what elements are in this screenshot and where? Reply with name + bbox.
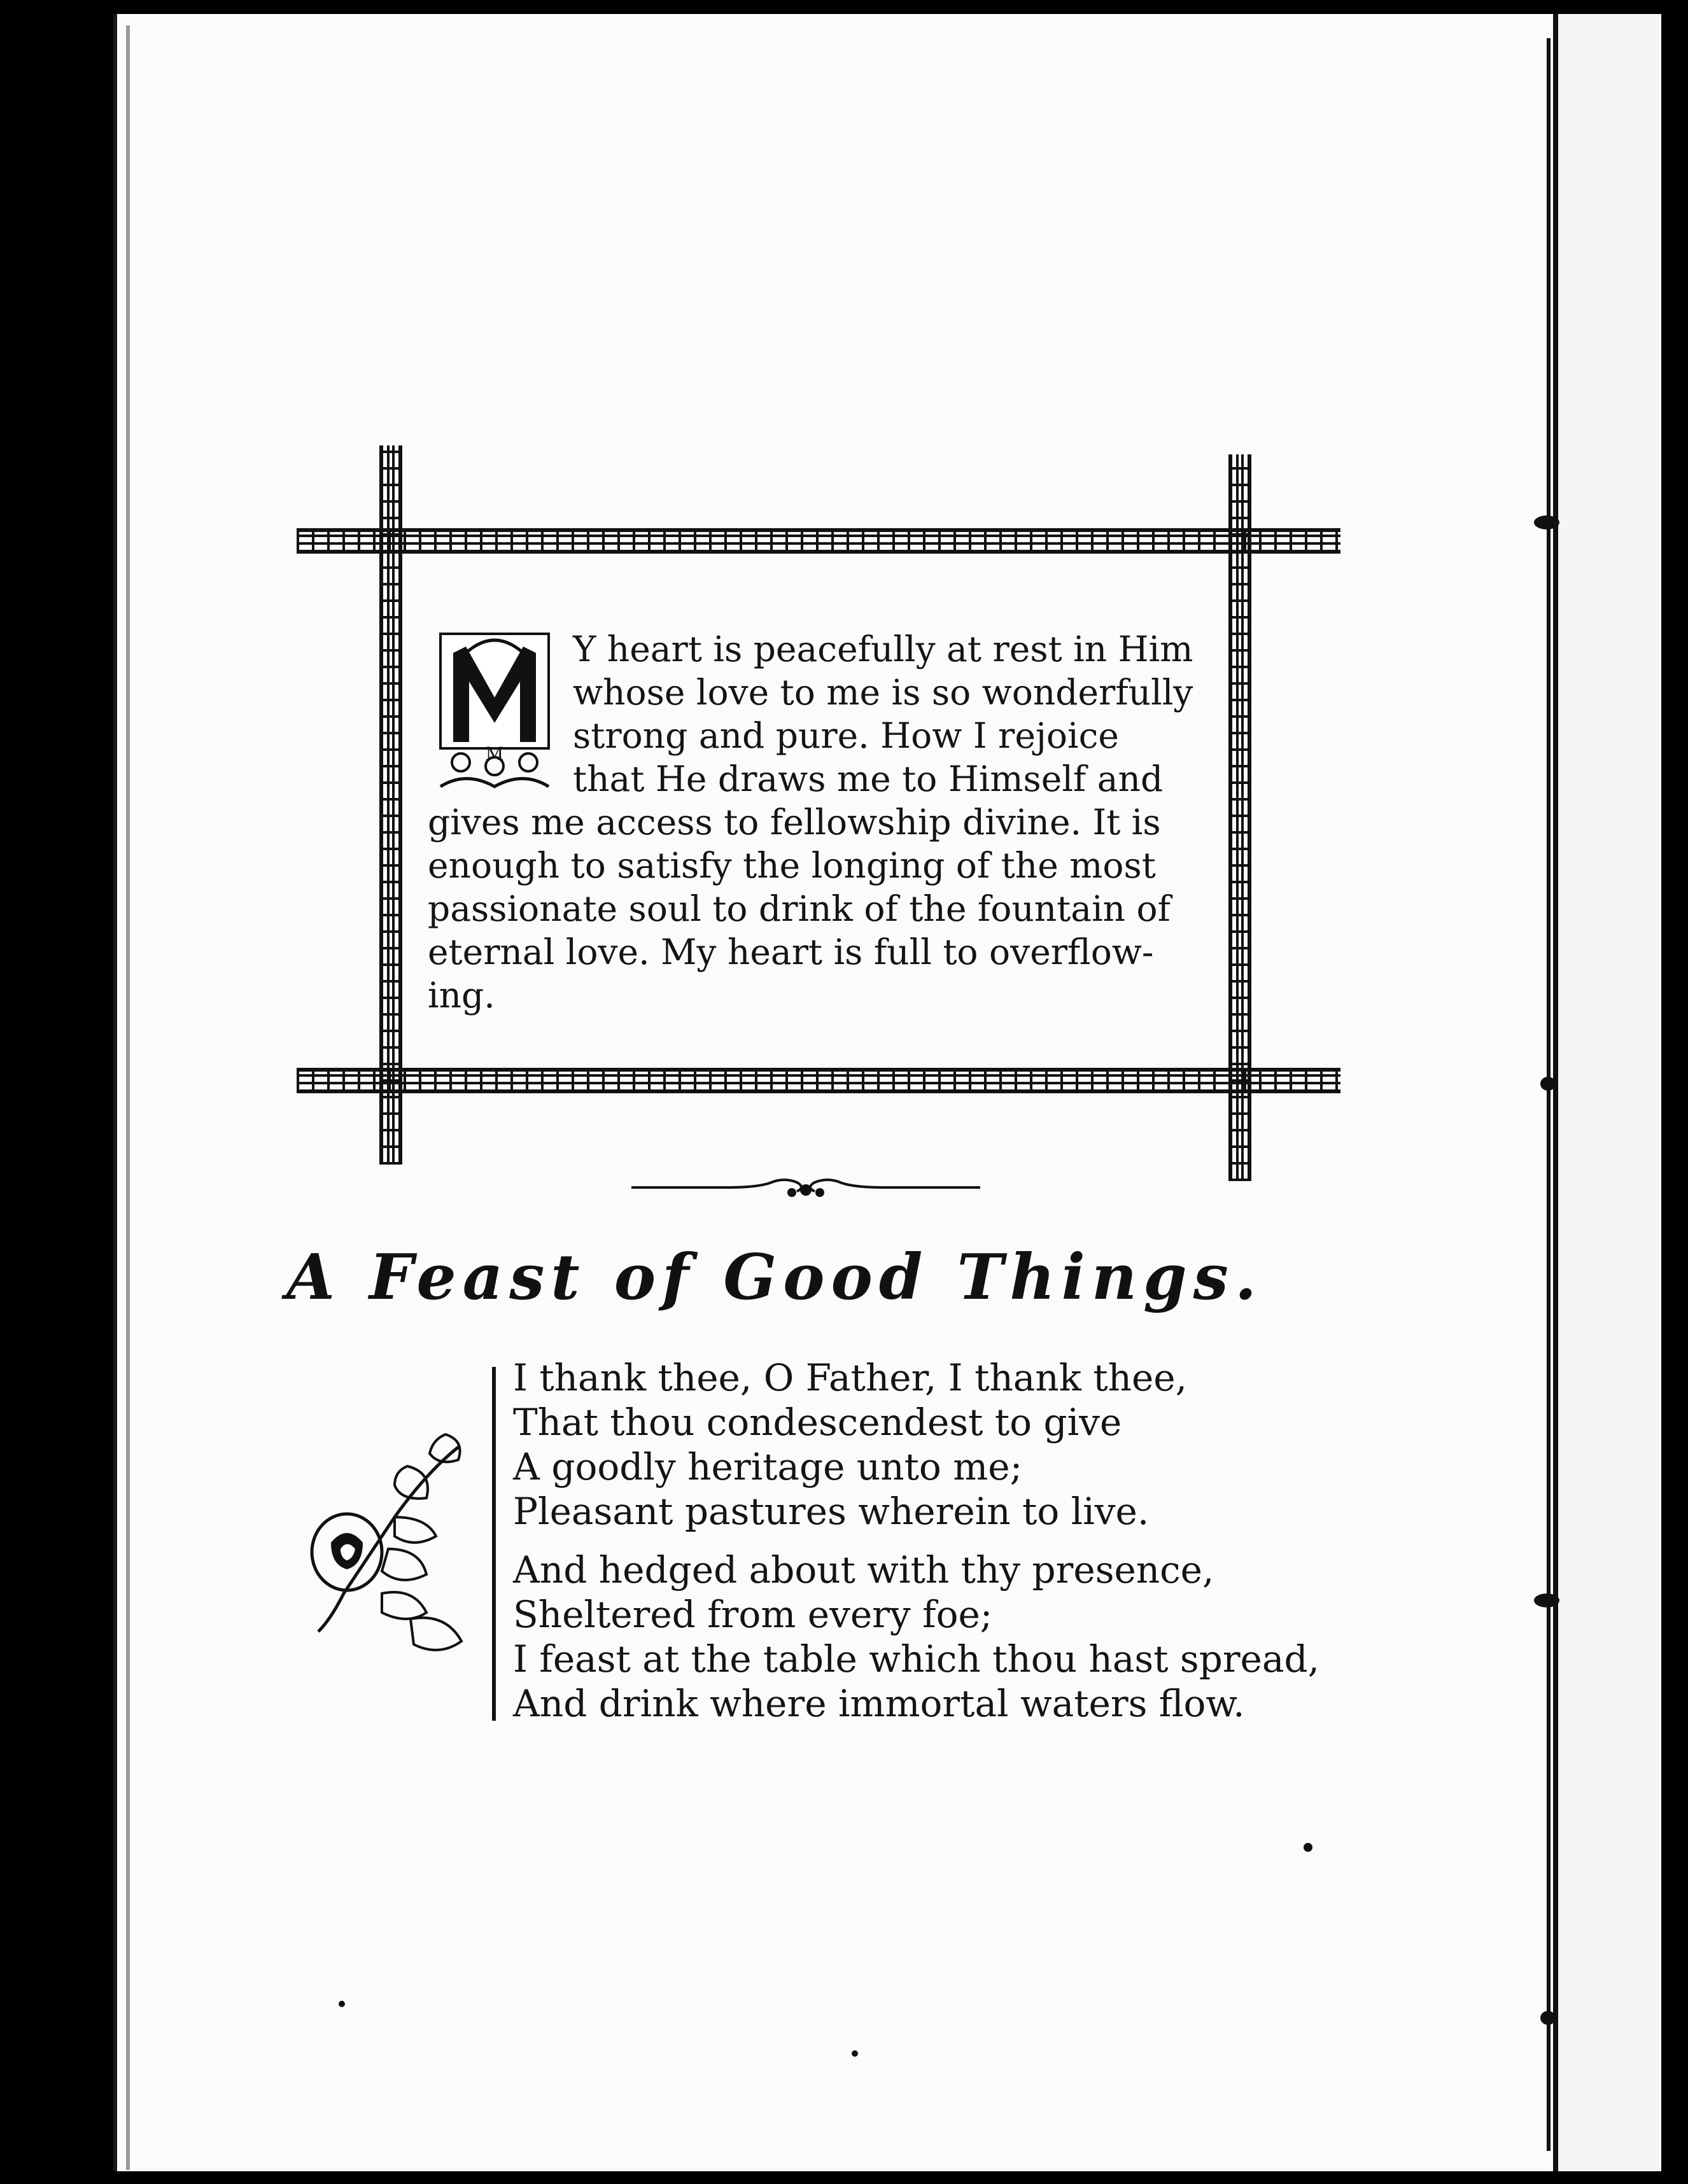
poem-line: And drink where immortal waters flow. [513, 1682, 1245, 1725]
stanza-gap [513, 1534, 1340, 1548]
poem-line: Pleasant pastures wherein to live. [513, 1490, 1150, 1533]
rose-engraving-icon [299, 1422, 484, 1663]
poem-line: A goodly heritage unto me; [513, 1445, 1023, 1488]
scan-right-edge [1661, 0, 1688, 2184]
scroll-flourish-icon [631, 1168, 980, 1203]
prose-line: passionate soul to drink of the fountain of [428, 888, 1171, 929]
prose-line: enough to satisfy the longing of the most [428, 845, 1156, 886]
prose-line: gives me access to fellowship divine. It is [428, 802, 1161, 843]
scan-top-edge [0, 0, 1688, 14]
scan-speck [1304, 1843, 1312, 1852]
binding-thread [1547, 38, 1551, 2151]
page-gutter-line [126, 25, 130, 2170]
poem-title: A Feast of Good Things. [286, 1241, 1263, 1314]
prose-line: whose love to me is so wonderfully [573, 672, 1193, 713]
prose-line: eternal love. My heart is full to overflow- [428, 932, 1154, 972]
prose-line: that He draws me to Himself and [573, 759, 1164, 799]
poem-line: That thou condescendest to give [513, 1401, 1122, 1444]
prose-paragraph [428, 627, 1198, 1017]
greek-key-border-right [1228, 454, 1251, 1181]
binding-knot [1540, 2011, 1556, 2025]
greek-key-border-left [379, 445, 402, 1165]
greek-key-border-top [297, 528, 1340, 554]
binding-knot [1534, 1593, 1559, 1607]
binding-knot [1540, 1077, 1556, 1091]
prose-line: ing. [428, 975, 495, 1016]
prose-line: strong and pure. How I rejoice [573, 715, 1119, 756]
initial-letter: M [485, 743, 504, 764]
poem-body [513, 1355, 1340, 1726]
binding-knot [1534, 515, 1559, 529]
prose-line: Y heart is peacefully at rest in Him [573, 629, 1193, 669]
poem-line: I feast at the table which thou hast spread, [513, 1637, 1320, 1681]
illuminated-initial-icon [428, 627, 561, 798]
poem-vertical-rule [492, 1367, 496, 1721]
poem-line: Sheltered from every foe; [513, 1593, 993, 1636]
poem-line: I thank thee, O Father, I thank thee, [513, 1356, 1188, 1399]
poem-line: And hedged about with thy presence, [513, 1548, 1214, 1592]
scan-speck [339, 2001, 345, 2007]
scan-speck [852, 2050, 858, 2057]
greek-key-border-bottom [297, 1068, 1340, 1093]
